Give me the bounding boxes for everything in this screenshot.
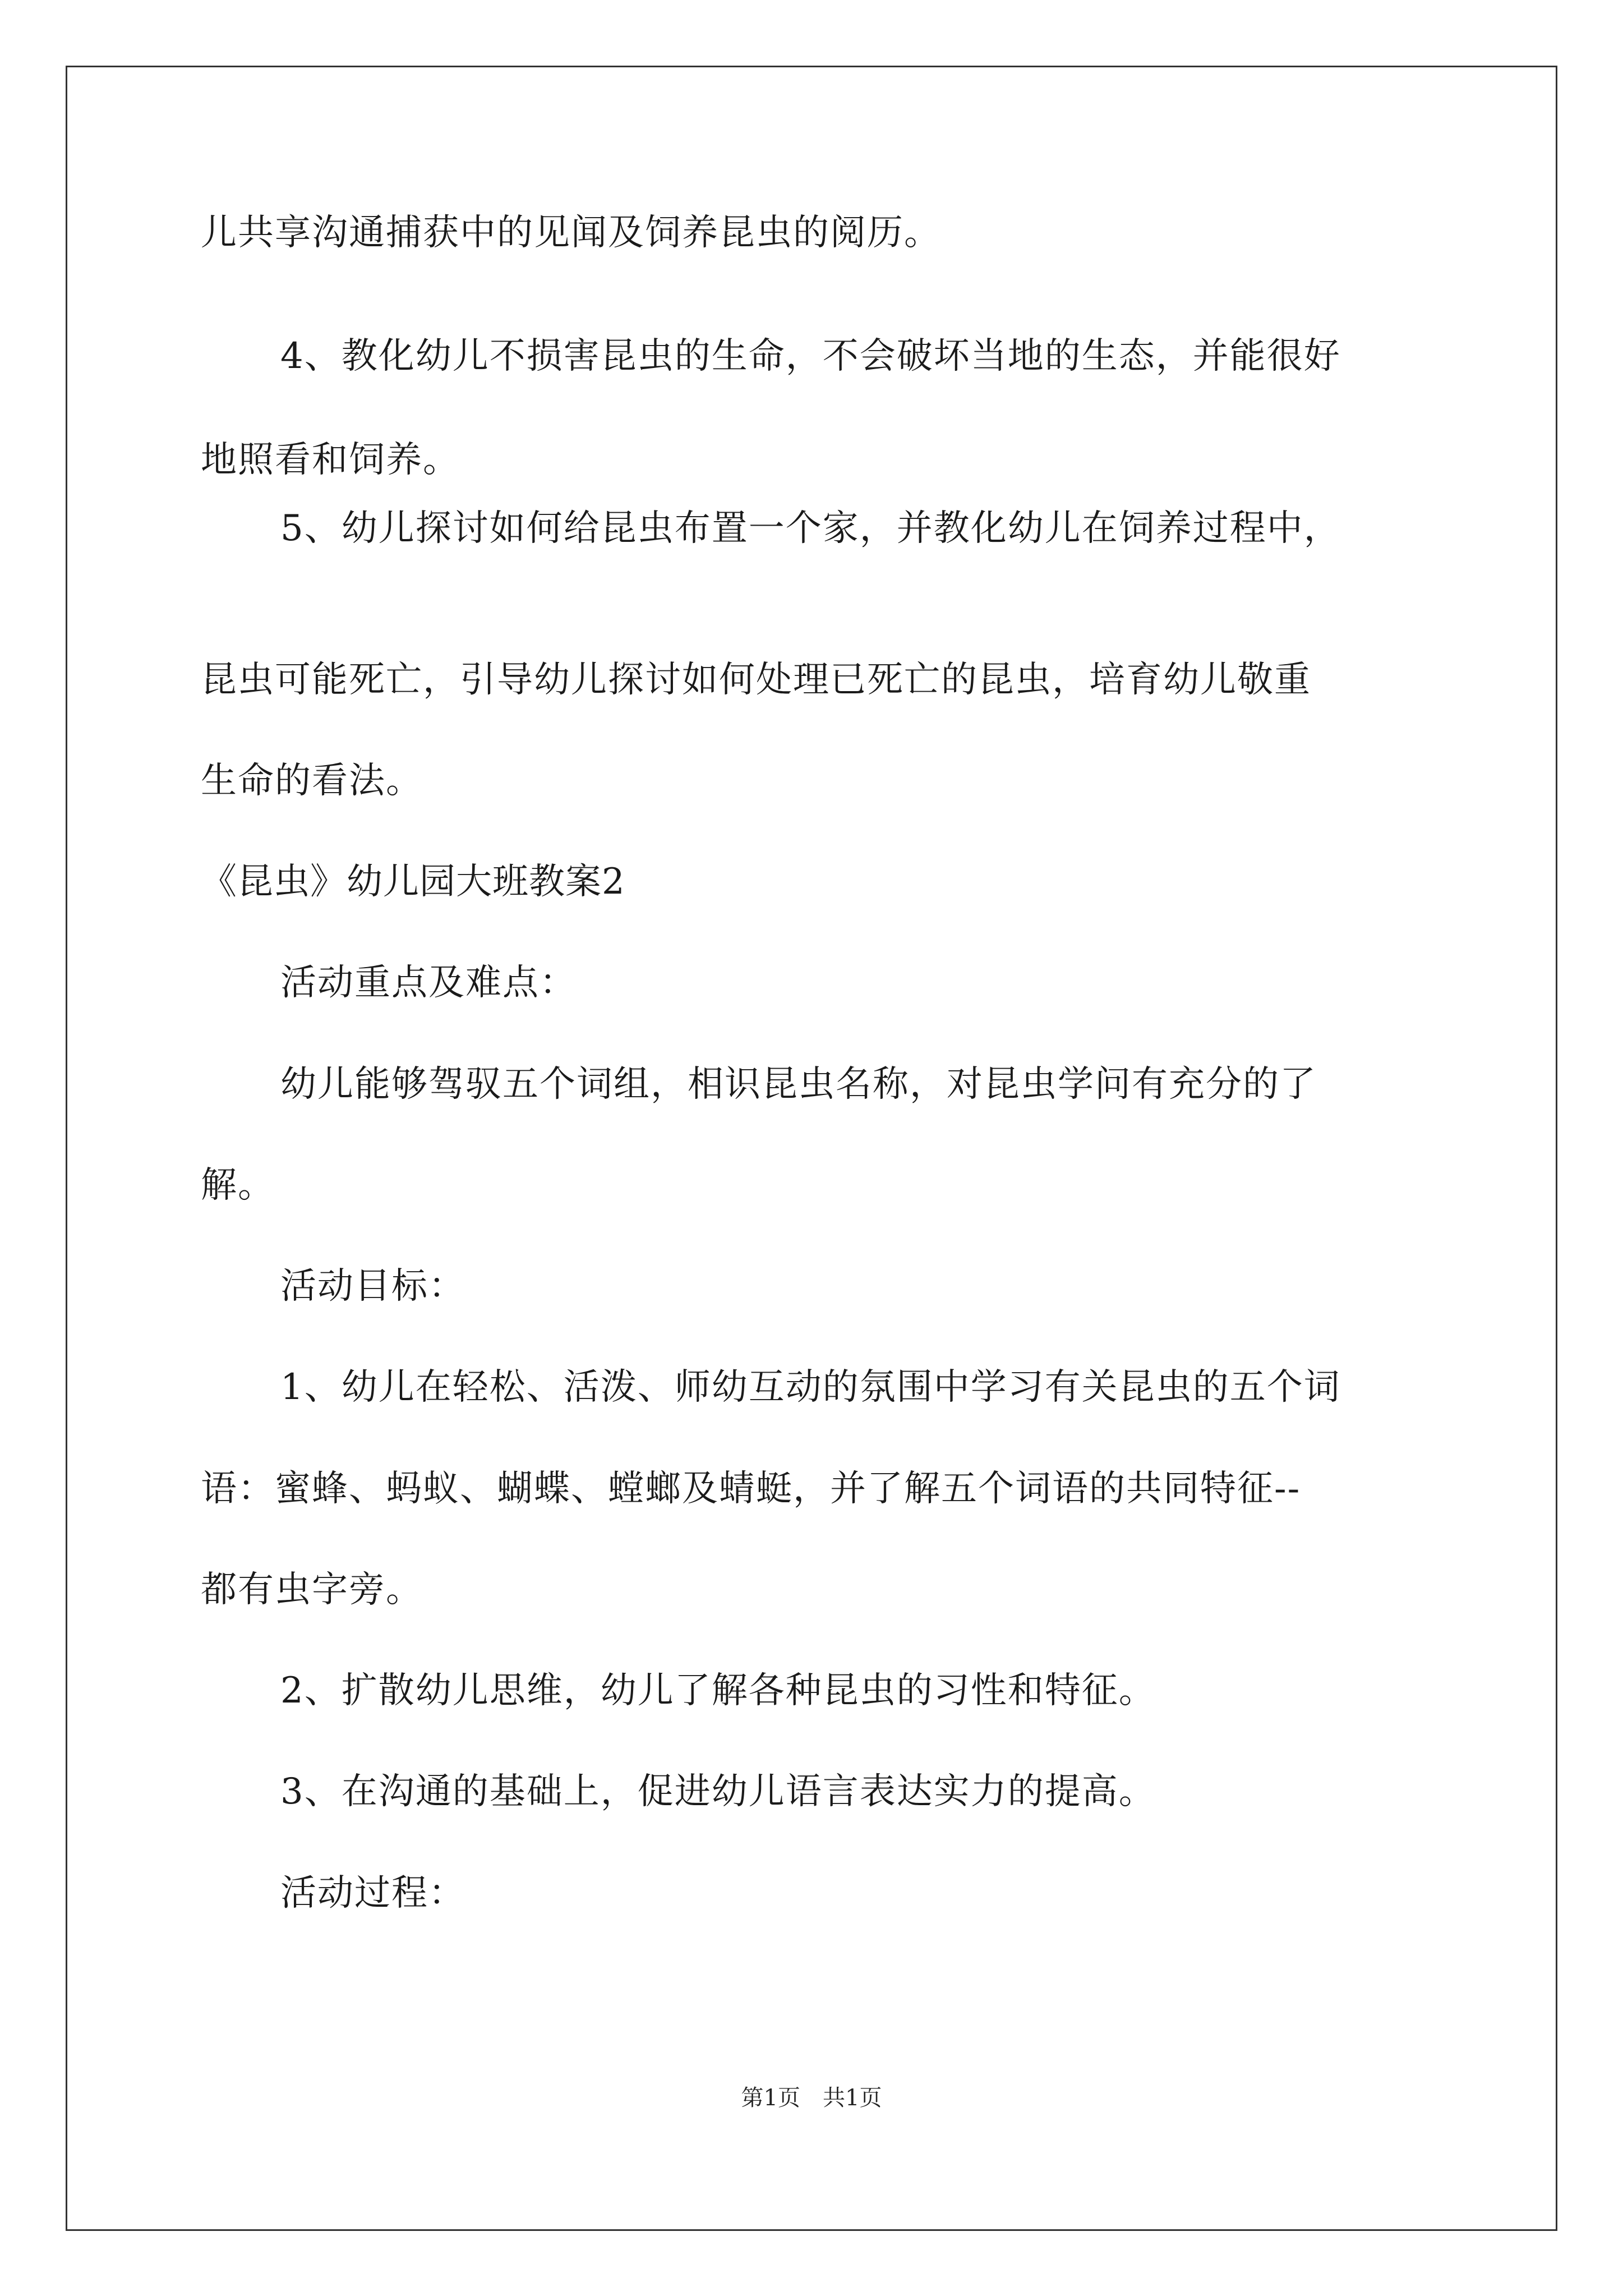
text-line-13: 语：蜜蜂、蚂蚁、蝴蝶、螳螂及蜻蜓，并了解五个词语的共同特征-- (201, 1468, 1301, 1510)
text-line-16: 3、在沟通的基础上，促进幼儿语言表达实力的提高。 (280, 1771, 1156, 1812)
text-line-4: 5、幼儿探讨如何给昆虫布置一个家，并教化幼儿在饲养过程中， (280, 508, 1341, 549)
text-line-6: 生命的看法。 (201, 760, 423, 802)
text-line-3: 地照看和饲养。 (201, 439, 460, 481)
text-line-11: 活动目标： (280, 1266, 465, 1307)
text-line-5: 昆虫可能死亡，引导幼儿探讨如何处理已死亡的昆虫，培育幼儿敬重 (201, 659, 1311, 701)
text-line-15: 2、扩散幼儿思维，幼儿了解各种昆虫的习性和特征。 (280, 1670, 1156, 1711)
text-line-9: 幼儿能够驾驭五个词组，相识昆虫名称，对昆虫学问有充分的了 (280, 1064, 1317, 1105)
text-line-10: 解。 (201, 1165, 275, 1206)
text-line-17: 活动过程： (280, 1872, 465, 1914)
text-line-2: 4、教化幼儿不损害昆虫的生命，不会破坏当地的生态，并能很好 (280, 335, 1341, 377)
text-line-8: 活动重点及难点： (280, 962, 577, 1004)
page-number-footer: 第1页 共1页 (741, 2085, 882, 2111)
text-line-1: 儿共享沟通捕获中的见闻及饲养昆虫的阅历。 (201, 212, 941, 254)
text-line-12: 1、幼儿在轻松、活泼、师幼互动的氛围中学习有关昆虫的五个词 (280, 1366, 1341, 1408)
section-heading: 《昆虫》幼儿园大班教案2 (201, 861, 625, 903)
text-line-14: 都有虫字旁。 (201, 1569, 423, 1611)
